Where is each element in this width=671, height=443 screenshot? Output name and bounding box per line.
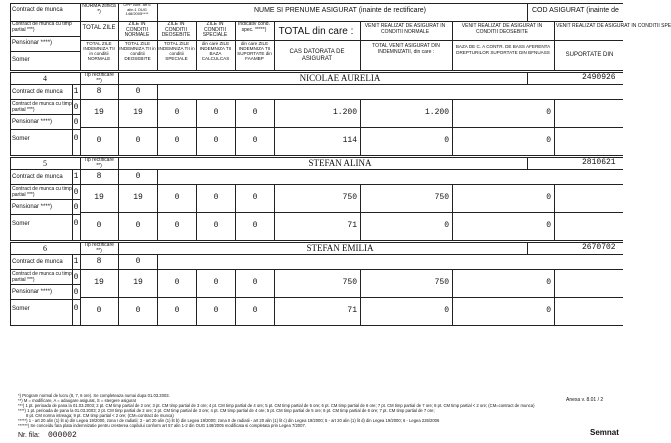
person-cod: 2670702 — [582, 243, 616, 252]
pensionar-label: Pensionar ****) — [12, 119, 53, 125]
person-cod: 2810621 — [582, 158, 616, 167]
norma-value: 8 — [96, 172, 102, 181]
header-oug: OPP conf. art 6 alin.1 OUG 148/2005**** — [123, 2, 151, 16]
contract-value: 1 — [73, 257, 79, 266]
row-value-normale: 19 — [133, 193, 143, 202]
pensionar-value: 0 — [73, 118, 79, 127]
person-name: STEFAN EMILIA — [306, 243, 374, 253]
row-value-r3e: 0 — [252, 136, 258, 145]
somer-label: Somer — [12, 136, 30, 142]
footnote-4: ****) 1 pt. perioada de pana la 01.03.2003; 2 pt. CM timp partial de 2 ore; 3 pt. CM timp partial de 3 ore; 4 pt. CM timp partial de 4 ore; 5 pt. CM timp partial de 5 ore; 6 pt. CM timp partial de 6 ore; 7 pt. CM timp partial de 7 ore; — [18, 408, 435, 413]
somer-value: 0 — [73, 134, 79, 143]
header-pensionar: Pensionar ****) — [12, 40, 53, 46]
row-value-total_zile: 19 — [94, 108, 104, 117]
row-value-r3c: 0 — [174, 221, 180, 230]
somer-value: 0 — [73, 219, 79, 228]
footnotes — [10, 393, 623, 428]
row-value-deosebite: 0 — [174, 278, 180, 287]
anexa-label: Anexa v. 8.01 / 2 — [566, 397, 604, 403]
venit-normale-value: 750 — [434, 278, 449, 287]
norma-value: 8 — [96, 87, 102, 96]
contract-value: 1 — [73, 172, 79, 181]
total-value: 750 — [342, 193, 357, 202]
baza-value: 0 — [546, 221, 551, 230]
header-venit-deosebite: VENIT REALIZAT DE ASIGURAT IN CONDITII DEOSEBITE — [461, 23, 543, 35]
venit-deosebite-value: 0 — [546, 108, 551, 117]
pensionar-label: Pensionar ****) — [12, 204, 53, 210]
contract-label: Contract de munca — [12, 259, 63, 265]
person-name: STEFAN ALINA — [308, 158, 372, 168]
partial-value: 0 — [73, 273, 79, 282]
baza-value: 0 — [546, 306, 551, 315]
header-suportate-din: SUPORTATE DIN — [565, 52, 614, 58]
tip-rectificare-label: Tip rectificare **) — [84, 72, 114, 84]
row-value-r3a: 0 — [96, 136, 102, 145]
row-value-speciale: 0 — [213, 108, 219, 117]
cas-value: 71 — [347, 306, 357, 315]
cas-value: 71 — [347, 221, 357, 230]
header-cod: COD ASIGURAT (inainte de — [532, 7, 619, 14]
row-value-r3c: 0 — [174, 136, 180, 145]
header-total-din-care: TOTAL din care : — [278, 26, 354, 37]
header-zile-deosebite: ZILE IN CONDITII DEOSEBITE — [161, 21, 191, 38]
header-tz-indemniz: TOTAL ZILE INDEMNIZA TII in conditii NORMALE — [83, 41, 115, 61]
header-tz-deosebite: TOTAL ZILE INDEMNIZA TII in conditii DEOSEBITE — [119, 41, 156, 61]
row-value-normale: 19 — [133, 278, 143, 287]
norma-value: 8 — [96, 257, 102, 266]
header-zile-normale: ZILE IN CONDITII NORMALE — [124, 21, 150, 38]
pensionar-value: 0 — [73, 203, 79, 212]
contract-label: Contract de munca — [12, 89, 63, 95]
person-number: 5 — [43, 159, 47, 168]
person-cod: 2490926 — [582, 73, 616, 82]
header-contract-partial: Contract de munca cu timp partial ***) — [12, 21, 72, 33]
row-value-indicativ: 0 — [252, 193, 258, 202]
venit-deosebite-value: 0 — [546, 193, 551, 202]
partial-label: Contract de munca cu timp partial ***) — [12, 101, 72, 113]
person-number: 6 — [43, 244, 47, 253]
oug-value: 0 — [135, 87, 141, 96]
header-cas-datorata: CAS DATORATA DE ASIGURAT — [289, 49, 345, 62]
row-value-total_zile: 19 — [94, 193, 104, 202]
venit-normale-value: 1.200 — [424, 108, 449, 117]
person-name: NICOLAE AURELIA — [299, 73, 381, 83]
tip-rectificare-label: Tip rectificare **) — [84, 242, 114, 254]
header-total-venit-indemniz: TOTAL VENIT ASIGURAT DIN INDEMNIZATII, din care : — [372, 43, 440, 55]
row-value-normale: 19 — [133, 108, 143, 117]
footnote-3: ***) 1 pt. perioada de pana la 01.03.2003; 2 pt. CM timp partial de 2 ore; 3 pt. CM timp partial de 3 ore; 4 pt. CM timp partial de 4 ore; 5 pt. CM timp partial de 5 ore; 6 pt. CM timp partial de 6 ore; 7 pt. CM timp partial de 7 ore; 8 pt. CM timp partial < 2 ore; (CM=contract de munca) — [18, 403, 535, 408]
header-total-zile: TOTAL ZILE — [82, 25, 116, 31]
row-value-r3e: 0 — [252, 221, 258, 230]
nr-fila-value: 000002 — [48, 431, 77, 440]
total-venit-value: 0 — [444, 306, 449, 315]
contract-label: Contract de munca — [12, 174, 63, 180]
pensionar-value: 0 — [73, 288, 79, 297]
row-value-indicativ: 0 — [252, 278, 258, 287]
row-value-r3d: 0 — [213, 136, 219, 145]
tip-rectificare-label: Tip rectificare **) — [84, 157, 114, 169]
header-din-care-suportate: din care ZILE INDEMNIZA TII SUPORTATE din FAAMBP — [237, 41, 272, 61]
footnote-6: *****) 1 - art 20 alin (1) lit a) din Legea 19/2000, zona I de radiatii; 3 - art 20 alin (1) lit b) din Legea 19/2000; zona II de radiatii - art 20 alin (1) lit c) din Legea 19/2000; 5 - art 20 alin (1) lit d) din Legea 19/2000; 6 - Legea 226/2006 — [18, 418, 440, 423]
partial-label: Contract de munca cu timp partial ***) — [12, 186, 72, 198]
row-value-deosebite: 0 — [174, 108, 180, 117]
row-value-indicativ: 0 — [252, 108, 258, 117]
semnat-label: Semnat — [590, 428, 619, 437]
somer-label: Somer — [12, 221, 30, 227]
row-value-r3d: 0 — [213, 221, 219, 230]
row-value-r3d: 0 — [213, 306, 219, 315]
row-value-speciale: 0 — [213, 193, 219, 202]
somer-value: 0 — [73, 304, 79, 313]
cas-value: 114 — [342, 136, 357, 145]
header-norma: NORMA zilnica *) — [82, 3, 116, 15]
header-indicativ: Indicativ cond. spec. *****) — [238, 21, 270, 33]
partial-value: 0 — [73, 103, 79, 112]
row-value-deosebite: 0 — [174, 193, 180, 202]
header-contract-label: Contract de munca — [12, 7, 63, 13]
footnote-7: ******) Se conceidu fara plata indemnizatie pentru cresterea copilului conform art 57 alin 1-2 din OUG 148/2005 modificata si completata prin Legea 7/2007. — [18, 423, 306, 428]
total-value: 1.200 — [332, 108, 357, 117]
baza-value: 0 — [546, 136, 551, 145]
contract-value: 1 — [73, 87, 79, 96]
partial-label: Contract de munca cu timp partial ***) — [12, 271, 72, 283]
venit-deosebite-value: 0 — [546, 278, 551, 287]
header-tz-speciale: TOTAL ZILE INDEMNIZA TII in conditii SPECIALE — [158, 41, 195, 61]
header-din-care-zile: din care ZILE INDEMNIZA TII BAZA CALCULCAS — [199, 41, 232, 61]
footnote-2: **) M = modificare, A = adaugare asigurat, S = stergere asigurat — [18, 398, 136, 403]
footnote-1: *) Program normal de lucru (8, 7, 6 ore). Se completeaza numai dupa 01.03.2003. — [18, 393, 170, 398]
person-number: 4 — [43, 74, 47, 83]
venit-normale-value: 750 — [434, 193, 449, 202]
row-value-r3b: 0 — [135, 306, 141, 315]
row-value-r3e: 0 — [252, 306, 258, 315]
row-value-r3b: 0 — [135, 221, 141, 230]
footnote-5: 8 pt. CM norma intreaga; 9 pt. CM timp partial < 2 ore; (CM=contract de munca) — [26, 413, 174, 418]
row-value-total_zile: 19 — [94, 278, 104, 287]
header-venit-normale: VENIT REALIZAT DE ASIGURAT IN CONDITII NORMALE — [364, 23, 446, 35]
row-value-speciale: 0 — [213, 278, 219, 287]
row-value-r3c: 0 — [174, 306, 180, 315]
total-venit-value: 0 — [444, 221, 449, 230]
pensionar-label: Pensionar ****) — [12, 289, 53, 295]
somer-label: Somer — [12, 306, 30, 312]
oug-value: 0 — [135, 257, 141, 266]
header-nume: NUME SI PRENUME ASIGURAT (inainte de rectificare) — [253, 7, 427, 14]
row-value-r3b: 0 — [135, 136, 141, 145]
header-venit-speciale: VENIT REALIZAT DE ASIGURAT IN CONDITII SPE — [556, 23, 671, 29]
header-baza-cas: BAZA DE C. A CONTR. DE BASS AFERENTA DREPTURILOR SUPORTATE DIN BFNUASS — [455, 44, 551, 55]
nr-fila-label: Nr. fila: — [18, 432, 40, 439]
oug-value: 0 — [135, 172, 141, 181]
total-value: 750 — [342, 278, 357, 287]
row-value-r3a: 0 — [96, 306, 102, 315]
total-venit-value: 0 — [444, 136, 449, 145]
row-value-r3a: 0 — [96, 221, 102, 230]
header-zile-speciale: ZILE IN CONDITII SPECIALE — [202, 21, 228, 38]
partial-value: 0 — [73, 188, 79, 197]
header-somer: Somer — [12, 57, 30, 63]
